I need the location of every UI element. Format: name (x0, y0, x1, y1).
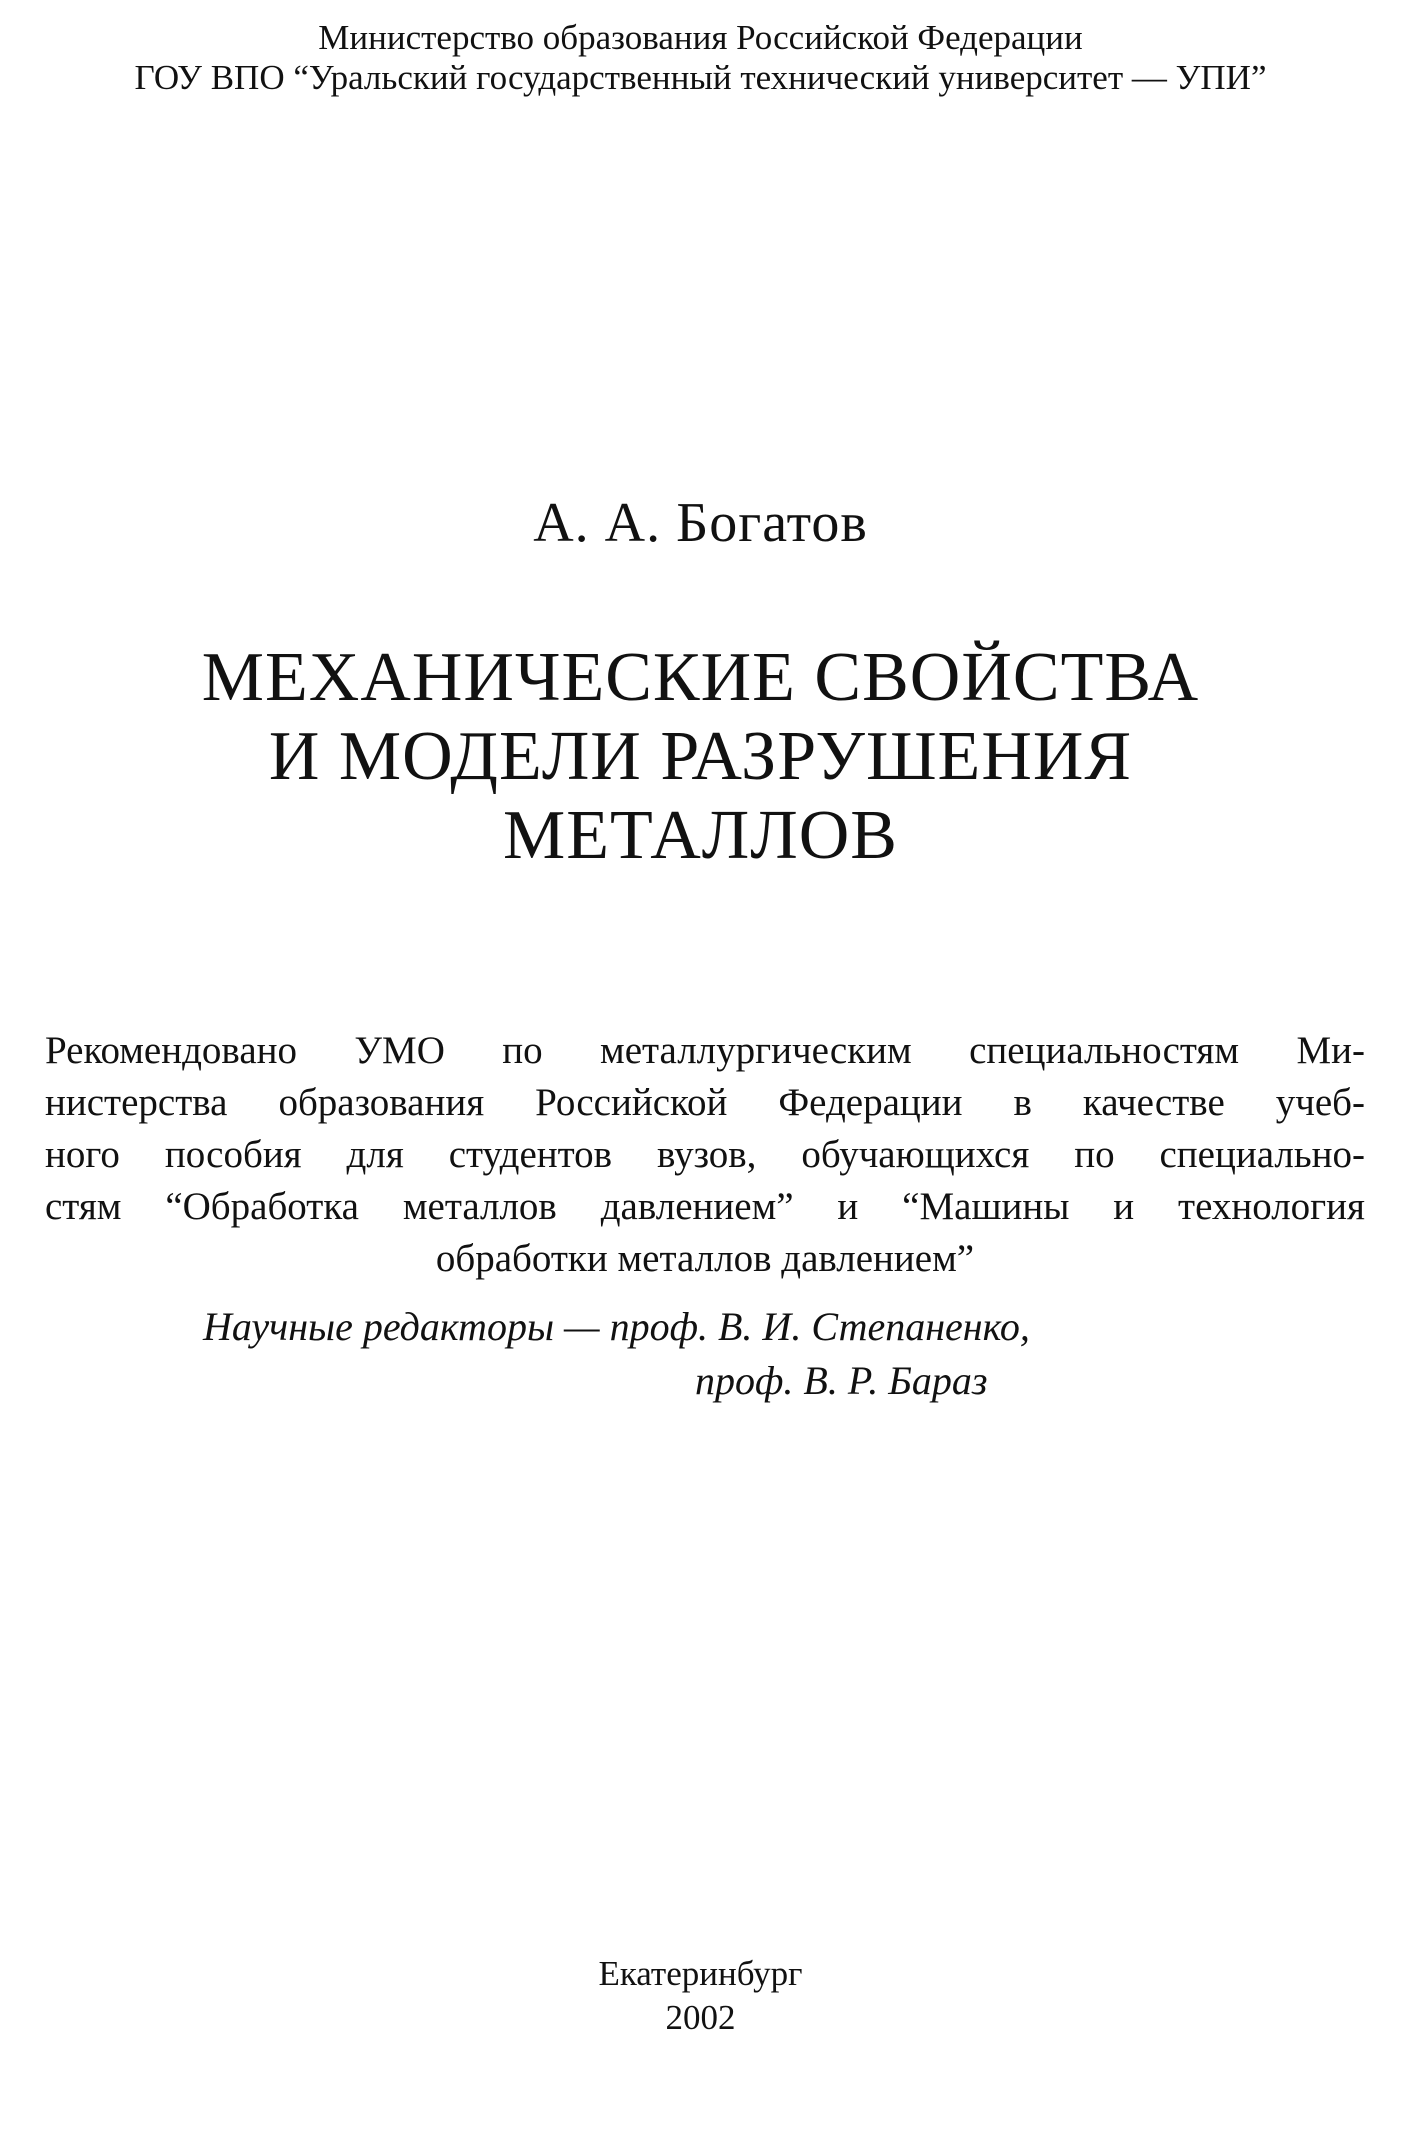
publication-year: 2002 (665, 1998, 736, 2037)
book-title-line-3: МЕТАЛЛОВ (502, 797, 899, 874)
scientific-editors-line-1: Научные редакторы — проф. В. И. Степаненко, (203, 1304, 1030, 1349)
book-title-line-1: МЕХАНИЧЕСКИЕ СВОЙСТВА (201, 639, 1200, 716)
recommendation-line-1: Рекомендовано УМО по металлургическим специальностям Ми- (45, 1029, 1365, 1072)
recommendation-paragraph (45, 1025, 1365, 1285)
scientific-editors-line-2: проф. В. Р. Бараз (695, 1358, 988, 1403)
author-name: А. А. Богатов (533, 492, 868, 554)
university-heading: ГОУ ВПО “Уральский государственный технический университет — УПИ” (134, 58, 1267, 97)
recommendation-line-4: стям “Обработка металлов давлением” и “Машины и технология (45, 1185, 1365, 1228)
book-title-line-2: И МОДЕЛИ РАЗРУШЕНИЯ (268, 718, 1133, 795)
recommendation-line-2: нистерства образования Российской Федерации в качестве учеб- (45, 1081, 1365, 1124)
publication-city: Екатеринбург (598, 1954, 803, 1993)
recommendation-line-3: ного пособия для студентов вузов, обучающихся по специально- (45, 1133, 1365, 1176)
ministry-heading: Министерство образования Российской Федерации (318, 18, 1083, 57)
recommendation-line-5: обработки металлов давлением” (435, 1237, 975, 1280)
